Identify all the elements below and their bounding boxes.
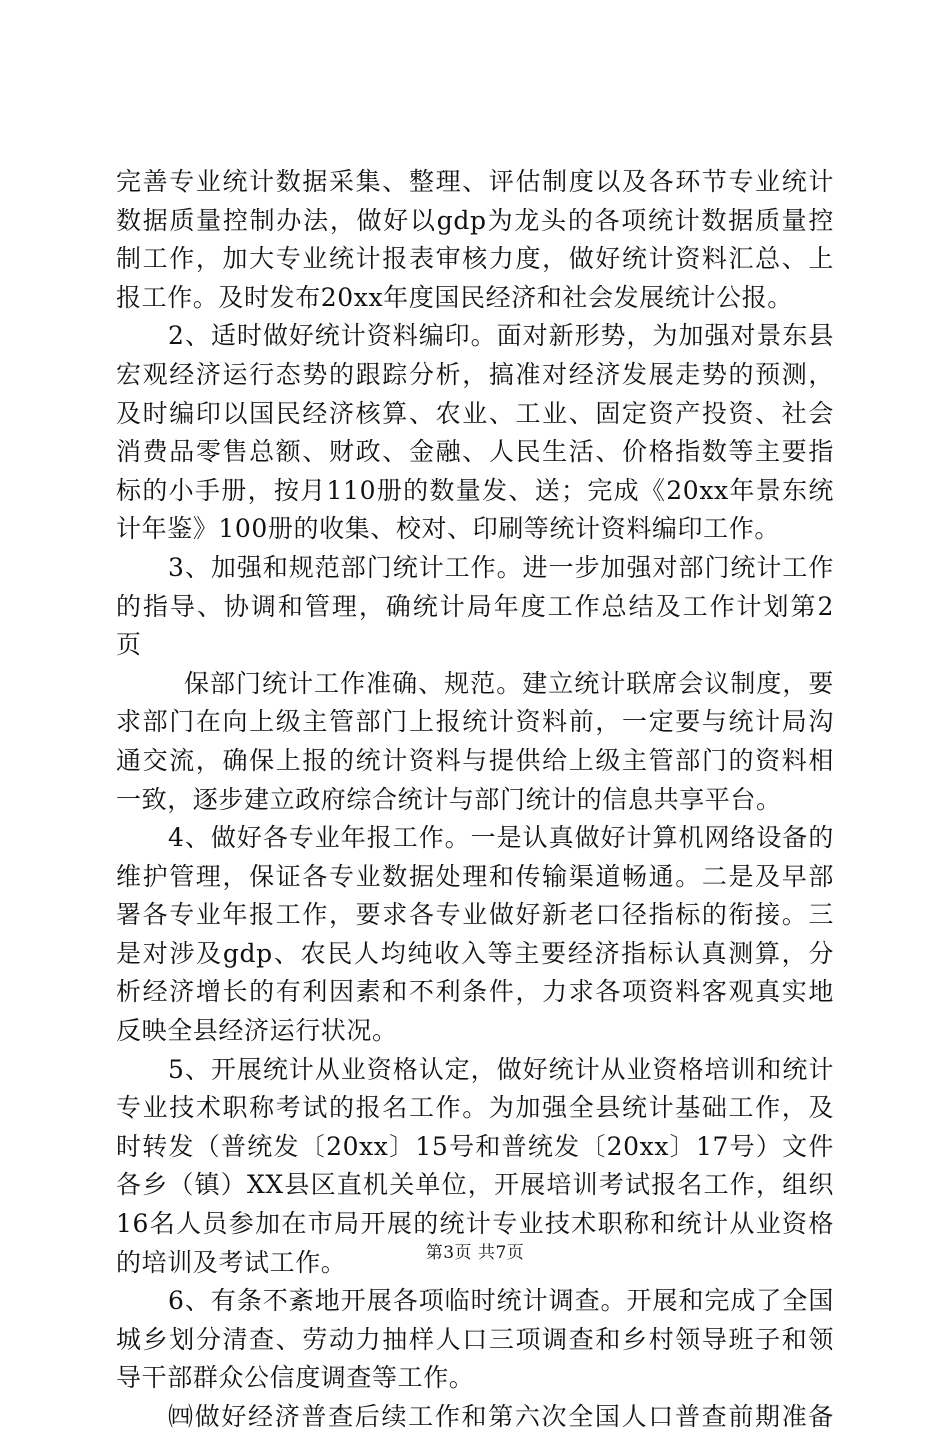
text-line: 各乡（镇）XX县区直机关单位，开展培训考试报名工作，组织 [116,1170,834,1200]
text-line: 完善专业统计数据采集、整理、评估制度以及各环节专业统计 [116,167,834,196]
page-number-footer: 第3页 共7页 [425,1243,525,1263]
text-line: 报工作。及时发布20xx年度国民经济和社会发展统计公报。 [116,282,793,312]
text-line: 署各专业年报工作，要求各专业做好新老口径指标的衔接。三 [116,900,834,930]
text-line: ㈣做好经济普查后续工作和第六次全国人口普查前期准备 [168,1402,834,1431]
text-line: 专业技术职称考试的报名工作。为加强全县统计基础工作，及 [116,1093,834,1123]
text-line: 3、加强和规范部门统计工作。进一步加强对部门统计工作 [168,552,834,582]
text-line: 消费品零售总额、财政、金融、人民生活、价格指数等主要指 [116,437,834,467]
text-line: 标的小手册，按月110册的数量发、送；完成《20xx年景东统 [116,475,834,505]
text-line: 保部门统计工作准确、规范。建立统计联席会议制度，要 [184,668,834,698]
text-line: 的指导、协调和管理，确统计局年度工作总结及工作计划第2 [116,591,834,621]
text-line: 计年鉴》100册的收集、校对、印刷等统计资料编印工作。 [116,514,780,544]
text-line: 及时编印以国民经济核算、农业、工业、固定资产投资、社会 [116,398,834,428]
text-line: 维护管理，保证各专业数据处理和传输渠道畅通。二是及早部 [116,861,834,891]
text-line: 城乡划分清查、劳动力抽样人口三项调查和乡村领导班子和领 [116,1324,834,1354]
text-line: 的培训及考试工作。 [116,1247,347,1277]
text-line: 通交流，确保上报的统计资料与提供给上级主管部门的资料相 [116,745,834,775]
text-line: 数据质量控制办法，做好以gdp为龙头的各项统计数据质量控 [116,205,834,235]
text-line: 2、适时做好统计资料编印。面对新形势，为加强对景东县 [168,321,834,351]
text-line: 导干部群众公信度调查等工作。 [116,1363,475,1393]
text-line: 是对涉及gdp、农民人均纯收入等主要经济指标认真测算，分 [116,938,834,968]
text-line: 时转发（普统发〔20xx〕15号和普统发〔20xx〕17号）文件 [116,1131,834,1161]
text-line: 反映全县经济运行状况。 [116,1016,398,1046]
text-line: 一致，逐步建立政府综合统计与部门统计的信息共享平台。 [116,784,782,814]
text-line: 制工作，加大专业统计报表审核力度，做好统计资料汇总、上 [116,244,834,274]
text-line: 5、开展统计从业资格认定，做好统计从业资格培训和统计 [168,1054,834,1084]
text-line: 页 [116,630,142,660]
text-line: 16名人员参加在市局开展的统计专业技术职称和统计从业资格 [116,1209,834,1239]
text-line: 4、做好各专业年报工作。一是认真做好计算机网络设备的 [168,823,834,853]
text-line: 6、有条不紊地开展各项临时统计调查。开展和完成了全国 [168,1286,834,1316]
text-line: 求部门在向上级主管部门上报统计资料前，一定要与统计局沟 [116,707,834,737]
text-line: 析经济增长的有利因素和不利条件，力求各项资料客观真实地 [116,977,834,1007]
text-line: 宏观经济运行态势的跟踪分析，搞准对经济发展走势的预测， [116,359,834,389]
